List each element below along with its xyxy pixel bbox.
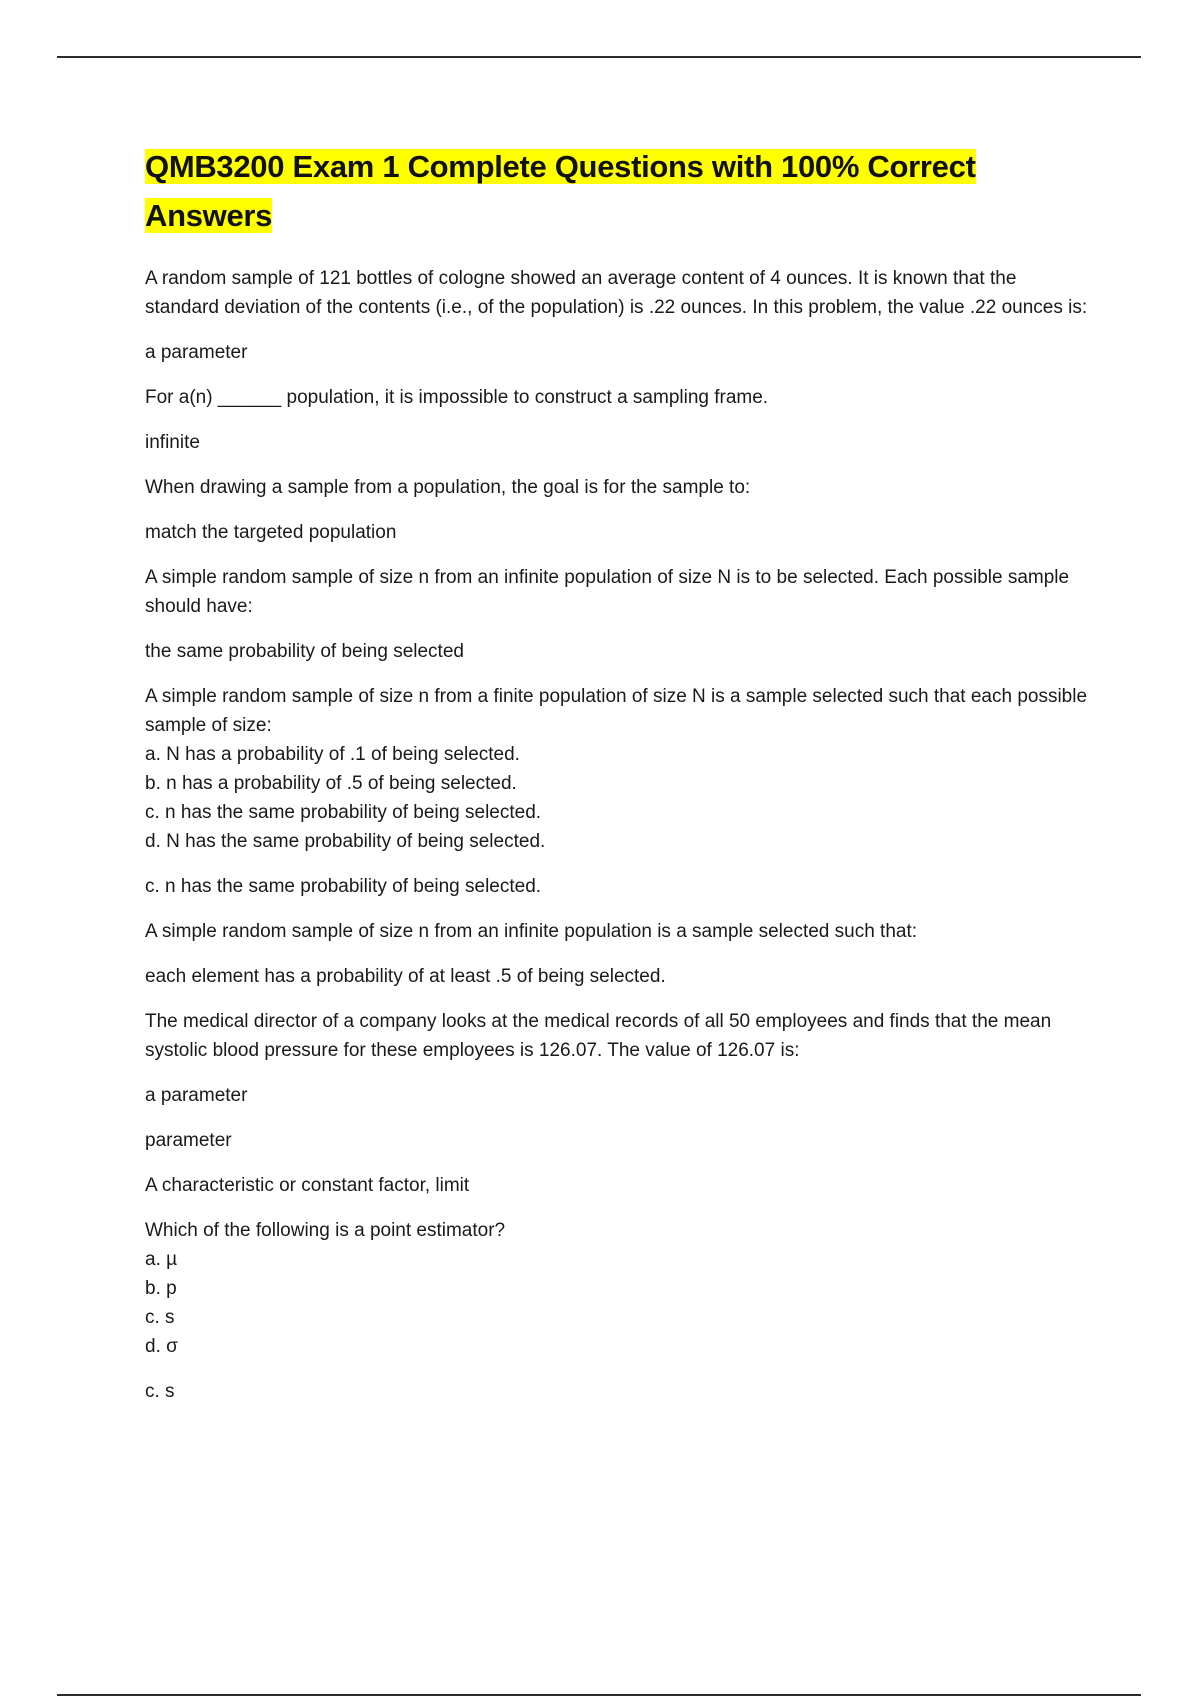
- question-text: For a(n) ______ population, it is impossible to construct a sampling frame.: [145, 387, 769, 408]
- option-item: b. p: [145, 1278, 177, 1299]
- question-text: A simple random sample of size n from a finite population of size N is a sample selected such that each possible sample of size:: [145, 686, 1088, 736]
- document-body: [145, 142, 1095, 1422]
- answer-text: a parameter: [145, 1085, 248, 1106]
- answer-text: each element has a probability of at least .5 of being selected.: [145, 966, 666, 987]
- option-item: a. µ: [145, 1249, 178, 1270]
- header-rule: [57, 56, 1141, 58]
- question-text: A simple random sample of size n from an infinite population of size N is to be selected. Each possible sample should have:: [145, 567, 1070, 617]
- option-item: d. σ: [145, 1336, 178, 1357]
- option-list: [145, 1245, 1095, 1361]
- option-item: c. n has the same probability of being selected.: [145, 802, 542, 823]
- answer-text: c. n has the same probability of being selected.: [145, 876, 542, 897]
- question-text: Which of the following is a point estimator?: [145, 1220, 506, 1241]
- option-item: b. n has a probability of .5 of being selected.: [145, 773, 517, 794]
- question-text: A simple random sample of size n from an infinite population is a sample selected such that:: [145, 921, 918, 942]
- document-title: [145, 142, 1095, 240]
- title-highlight: QMB3200 Exam 1 Complete Questions with 100% Correct Answers: [145, 149, 976, 233]
- answer-text: infinite: [145, 432, 200, 453]
- question-text: The medical director of a company looks at the medical records of all 50 employees and finds that the mean systolic blood pressure for these employees is 126.07. The value of 126.07 is:: [145, 1011, 1052, 1061]
- answer-text: the same probability of being selected: [145, 641, 464, 662]
- answer-text: A characteristic or constant factor, limit: [145, 1175, 470, 1196]
- answer-text: match the targeted population: [145, 522, 397, 543]
- option-item: a. N has a probability of .1 of being selected.: [145, 744, 520, 765]
- answer-text: c. s: [145, 1381, 175, 1402]
- option-list: [145, 740, 1095, 856]
- option-item: d. N has the same probability of being selected.: [145, 831, 546, 852]
- question-text: parameter: [145, 1130, 232, 1151]
- footer-rule: [57, 1694, 1141, 1696]
- answer-text: a parameter: [145, 342, 248, 363]
- option-item: c. s: [145, 1307, 175, 1328]
- question-text: A random sample of 121 bottles of cologne showed an average content of 4 ounces. It is known that the standard deviation of the contents (i.e., of the population) is .22 ounces. In this problem, the value .22 ounces is:: [145, 268, 1088, 318]
- question-text: When drawing a sample from a population, the goal is for the sample to:: [145, 477, 751, 498]
